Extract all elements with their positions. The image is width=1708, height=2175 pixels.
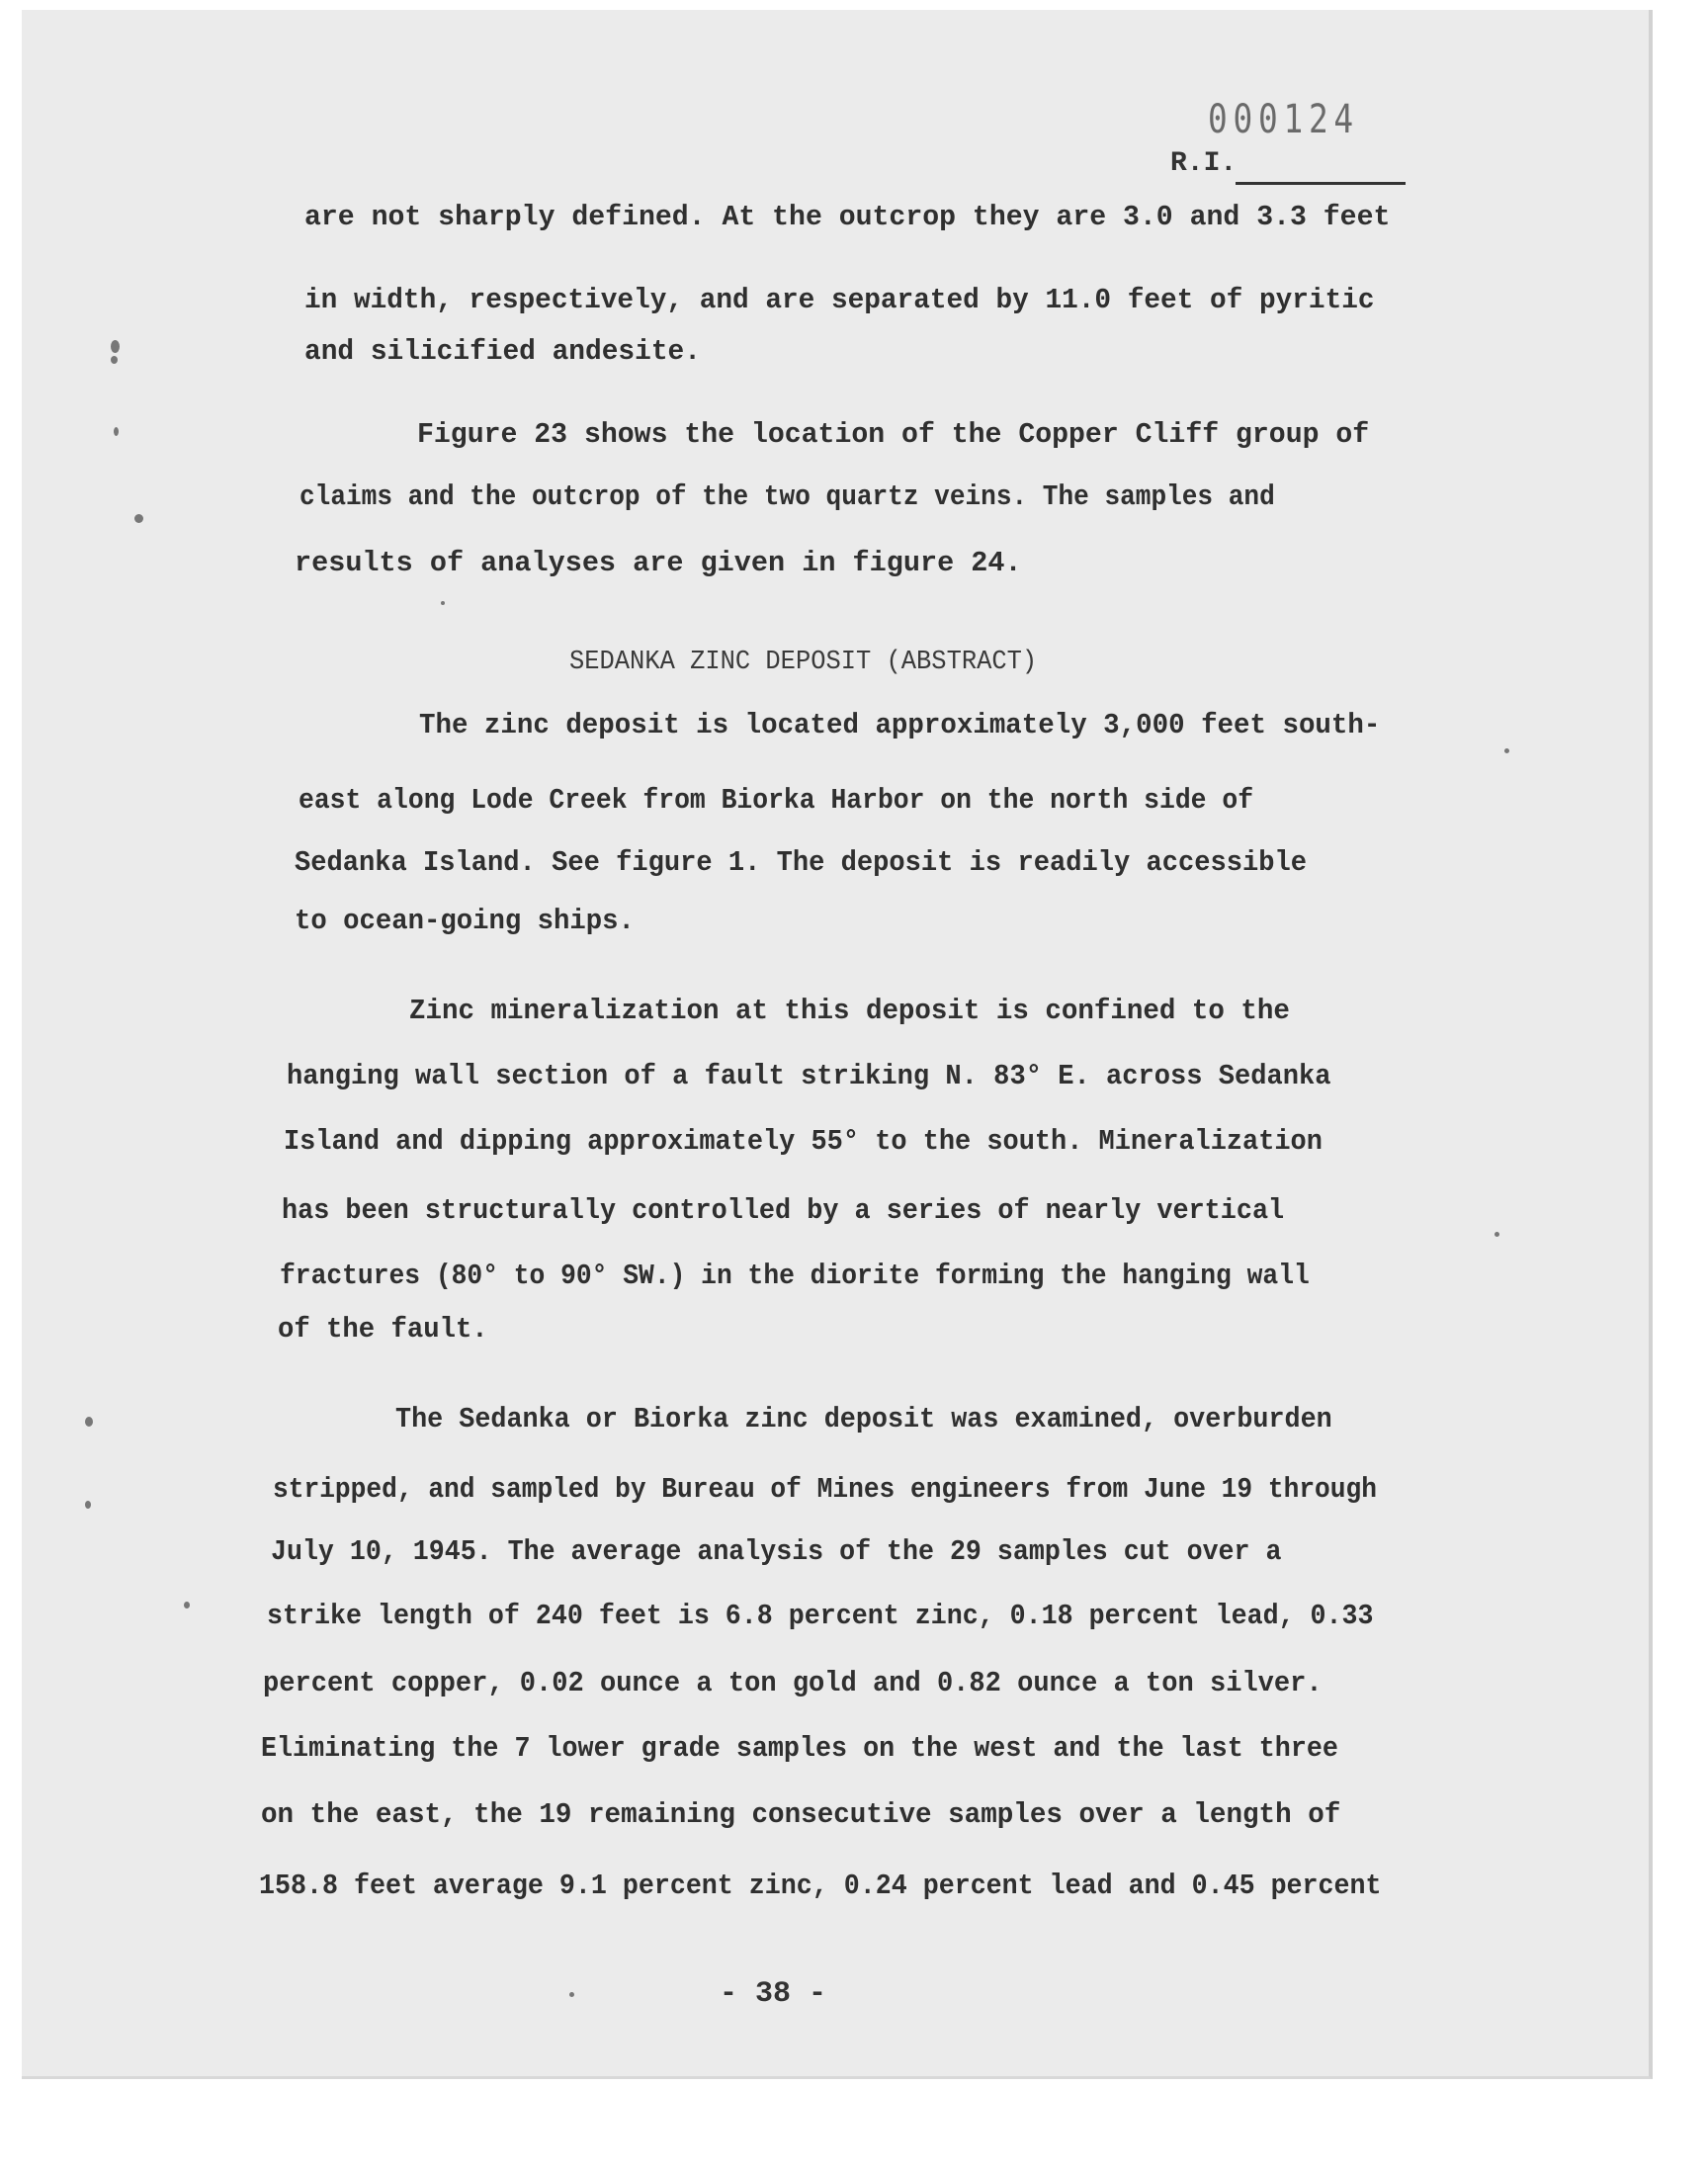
page-number: - 38 - (720, 1977, 827, 2011)
scan-artifact (1494, 1232, 1499, 1237)
text-line: The Sedanka or Biorka zinc deposit was examined, overburden (395, 1403, 1332, 1436)
scan-artifact (184, 1602, 190, 1609)
text-line: percent copper, 0.02 ounce a ton gold and 0.82 ounce a ton silver. (263, 1667, 1323, 1699)
scan-artifact (85, 1501, 91, 1509)
text-line: July 10, 1945. The average analysis of the 29 samples cut over a (271, 1535, 1282, 1568)
scan-artifact (441, 601, 445, 605)
text-line: has been structurally controlled by a series of nearly vertical (282, 1194, 1285, 1227)
text-line: fractures (80° to 90° SW.) in the diorite forming the hanging wall (280, 1260, 1310, 1292)
text-line: The zinc deposit is located approximately 3,000 feet south- (419, 709, 1381, 741)
text-line: Eliminating the 7 lower grade samples on the west and the last three (261, 1732, 1338, 1765)
document-page (22, 10, 1653, 2079)
text-line: to ocean-going ships. (295, 905, 635, 937)
scan-artifact (111, 340, 120, 353)
scan-artifact (1504, 748, 1509, 753)
text-line: Figure 23 shows the location of the Copper Cliff group of (417, 418, 1370, 451)
text-line: Island and dipping approximately 55° to the south. Mineralization (284, 1125, 1323, 1158)
text-line: in width, respectively, and are separated by 11.0 feet of pyritic (304, 284, 1375, 316)
text-line: are not sharply defined. At the outcrop they are 3.0 and 3.3 feet (304, 201, 1391, 233)
text-line: and silicified andesite. (304, 335, 701, 368)
scan-artifact (114, 427, 119, 436)
text-line: claims and the outcrop of the two quartz veins. The samples and (299, 480, 1275, 513)
text-line: Sedanka Island. See figure 1. The deposit is readily accessible (295, 846, 1308, 879)
text-line: strike length of 240 feet is 6.8 percent zinc, 0.18 percent lead, 0.33 (267, 1600, 1374, 1632)
text-line: results of analyses are given in figure 24. (295, 547, 1022, 579)
scan-artifact (85, 1417, 93, 1427)
text-line: hanging wall section of a fault striking N. 83° E. across Sedanka (287, 1060, 1331, 1092)
text-line: on the east, the 19 remaining consecutive samples over a length of (261, 1798, 1341, 1831)
scan-artifact (134, 514, 143, 523)
text-line: east along Lode Creek from Biorka Harbor on the north side of (299, 784, 1254, 817)
text-line: of the fault. (278, 1313, 488, 1346)
text-line: stripped, and sampled by Bureau of Mines engineers from June 19 through (273, 1473, 1377, 1506)
text-line: 158.8 feet average 9.1 percent zinc, 0.24 percent lead and 0.45 percent (259, 1870, 1382, 1902)
text-line: Zinc mineralization at this deposit is confined to the (409, 995, 1290, 1027)
scan-artifact (111, 356, 118, 364)
scan-artifact (569, 1992, 574, 1997)
document-stamp-number: 000124 (1208, 97, 1359, 142)
section-heading: SEDANKA ZINC DEPOSIT (ABSTRACT) (569, 648, 1038, 677)
report-label: R.I. (1170, 148, 1238, 179)
report-number-blank (1236, 182, 1406, 185)
